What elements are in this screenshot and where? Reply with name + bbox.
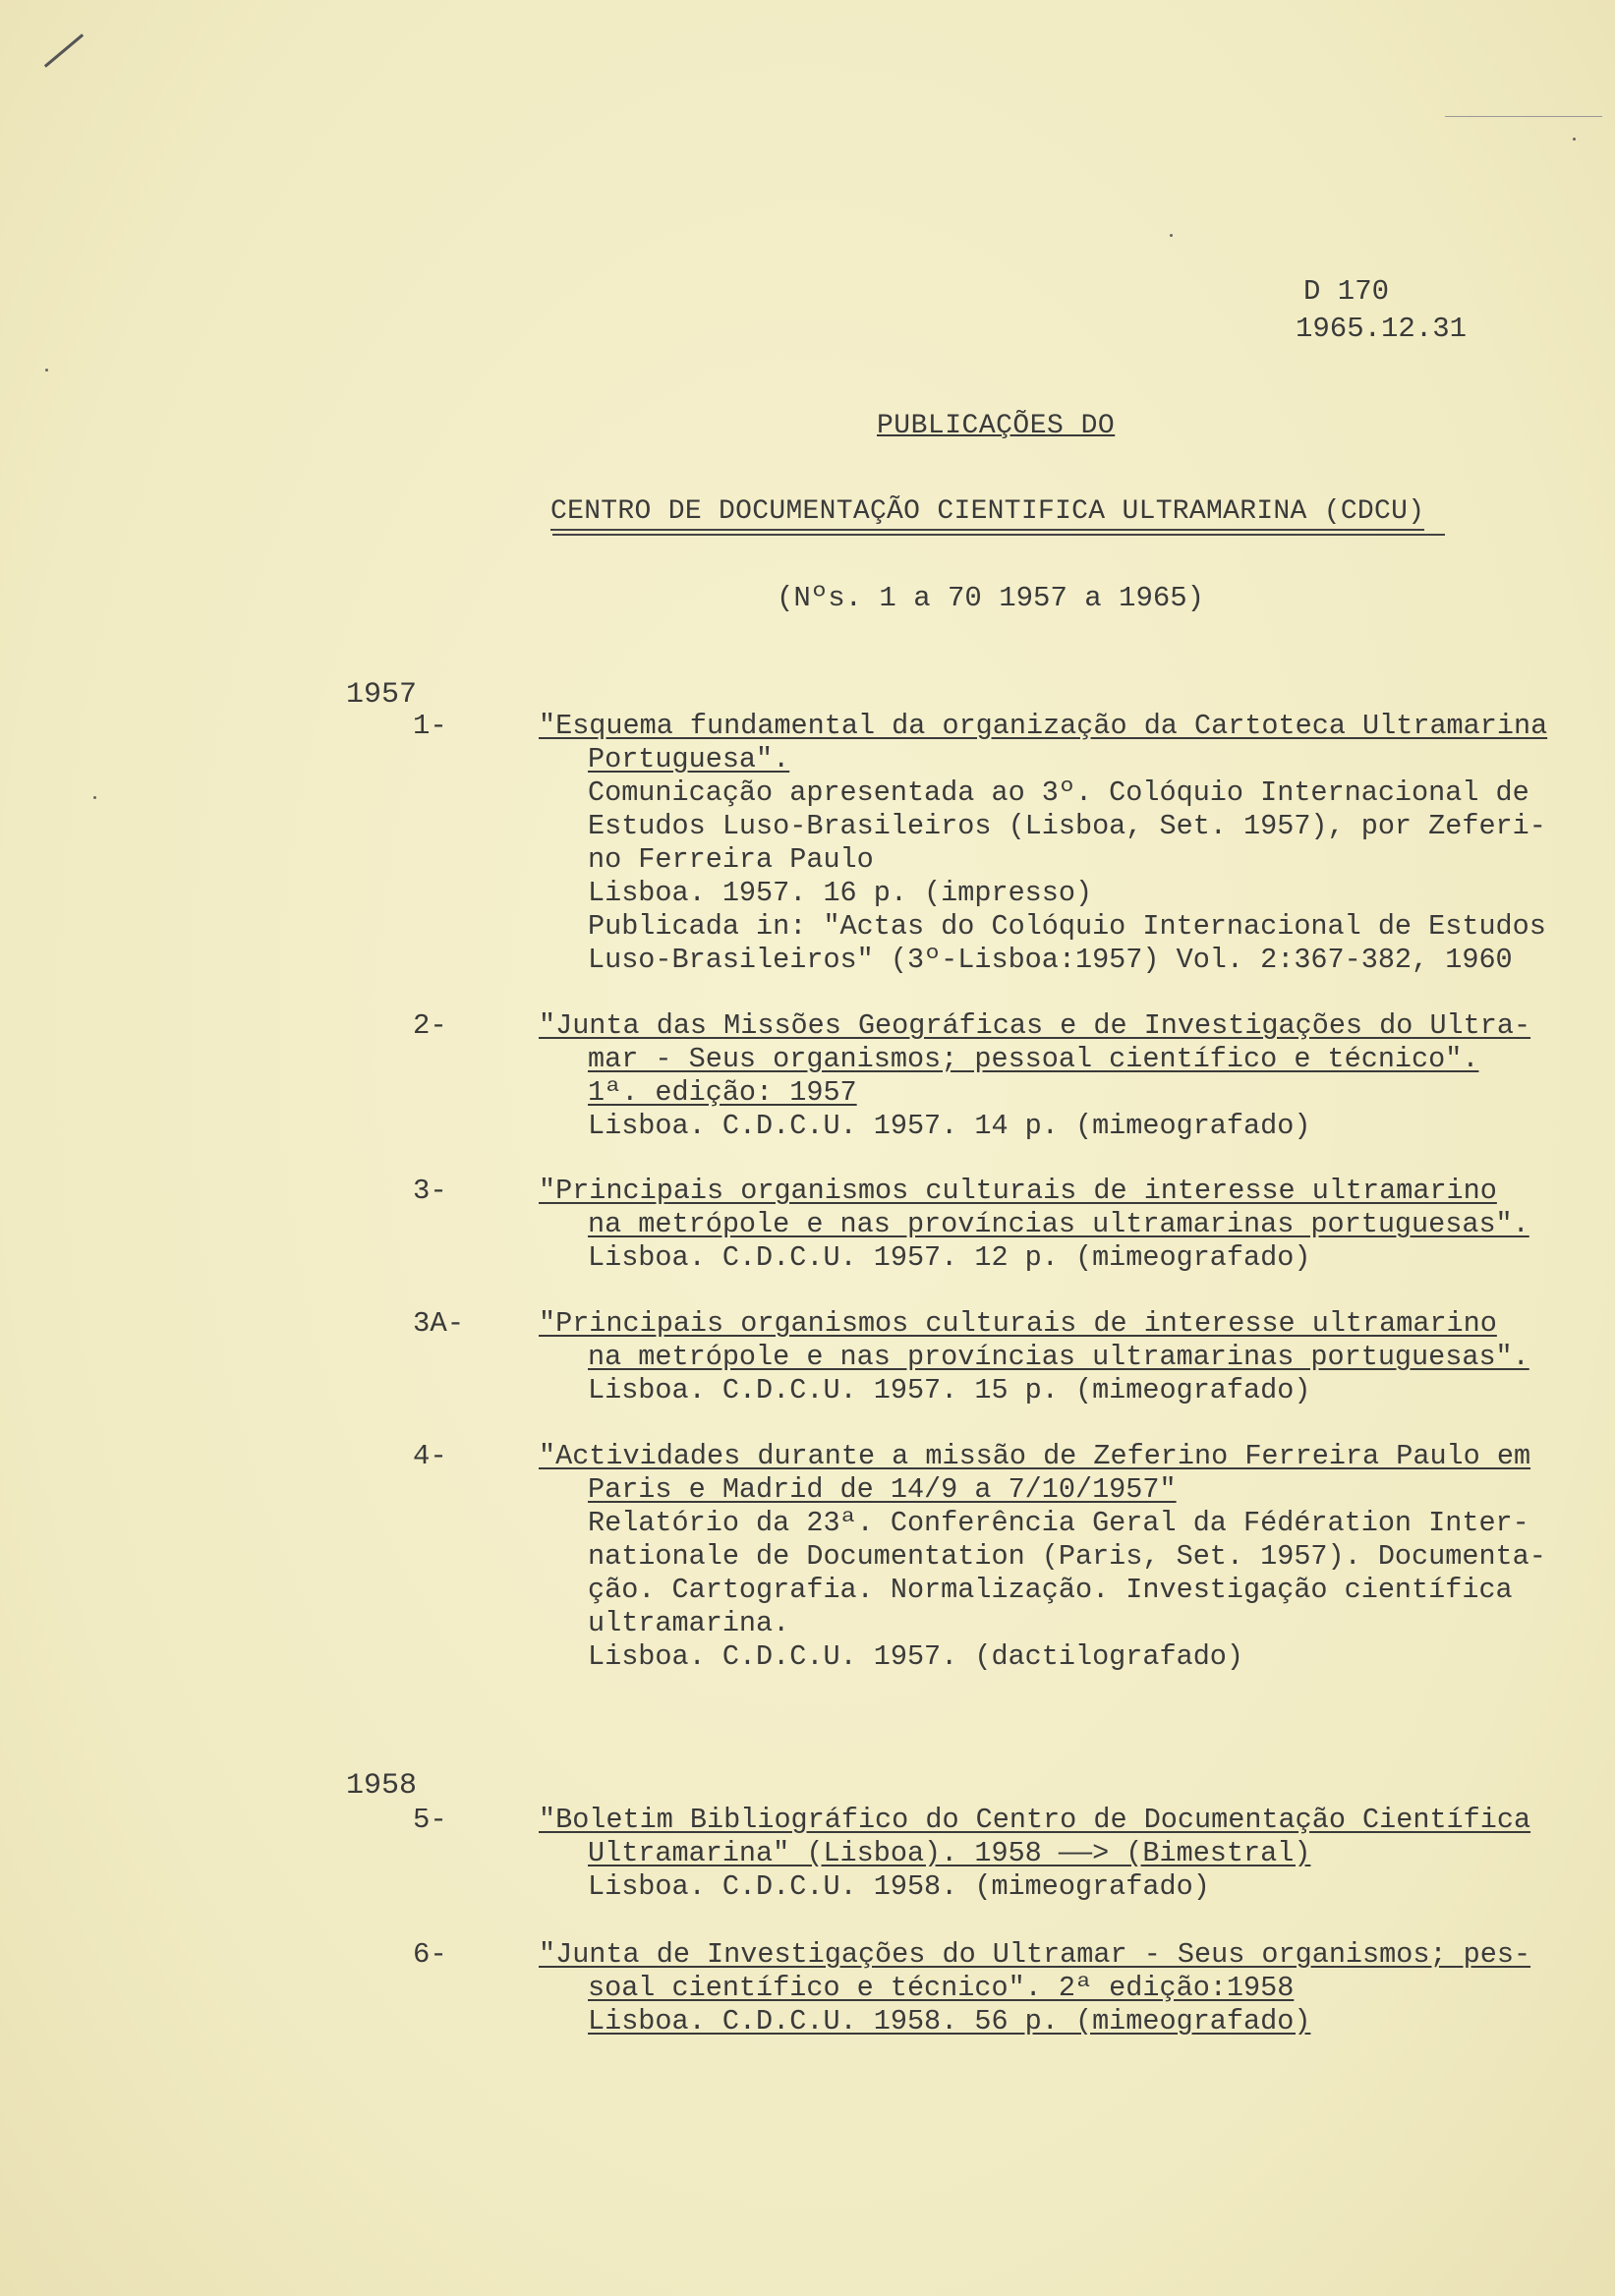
entry-line: soal científico e técnico". 2ª edição:1958 xyxy=(588,1972,1295,2004)
entry-line: "Principais organismos culturais de interesse ultramarino xyxy=(539,1307,1497,1340)
title-line-2 xyxy=(550,496,1424,531)
entry-line: Lisboa. 1957. 16 p. (impresso) xyxy=(588,877,1093,909)
entry-number: 5- xyxy=(413,1804,447,1836)
entry-2 xyxy=(539,1009,1581,1143)
entry-line: 1ª. edição: 1957 xyxy=(588,1076,857,1109)
entry-line: Lisboa. C.D.C.U. 1958. 56 p. (mimeografado) xyxy=(588,2005,1311,2038)
entry-line: nationale de Documentation (Paris, Set. 1957). Documenta- xyxy=(588,1540,1546,1573)
entry-1 xyxy=(539,710,1581,977)
entry-line: "Principais organismos culturais de interesse ultramarino xyxy=(539,1175,1497,1207)
entry-line: "Actividades durante a missão de Zeferino Ferreira Paulo em xyxy=(539,1440,1531,1472)
title-line-2-text: CENTRO DE DOCUMENTAÇÃO CIENTIFICA ULTRAMARINA (CDCU) xyxy=(550,496,1424,531)
entry-number: 4- xyxy=(413,1440,447,1472)
entry-line: ultramarina. xyxy=(588,1607,790,1639)
entry-6 xyxy=(539,1938,1581,2038)
doc-number: D 170 xyxy=(1303,275,1390,308)
entry-line: Comunicação apresentada ao 3º. Colóquio Internacional de xyxy=(588,776,1529,809)
title-line-1: PUBLICAÇÕES DO xyxy=(877,411,1116,441)
entry-number: 1- xyxy=(413,710,447,742)
entry-number: 3A- xyxy=(413,1307,465,1340)
year-heading-1957: 1957 xyxy=(346,678,418,712)
paper-speck xyxy=(45,369,48,372)
entry-number: 6- xyxy=(413,1938,447,1971)
entry-4 xyxy=(539,1440,1581,1674)
paper-mark xyxy=(44,33,84,67)
title-double-rule xyxy=(552,534,1445,536)
entry-number: 2- xyxy=(413,1009,447,1042)
entry-line: Paris e Madrid de 14/9 a 7/10/1957" xyxy=(588,1473,1177,1506)
entry-3a xyxy=(539,1307,1581,1407)
entry-line: "Boletim Bibliográfico do Centro de Documentação Científica xyxy=(539,1804,1531,1836)
entry-line: Portuguesa". xyxy=(588,743,790,775)
subtitle: (Nºs. 1 a 70 1957 a 1965) xyxy=(777,582,1205,614)
entry-line: ção. Cartografia. Normalização. Investigação científica xyxy=(588,1574,1513,1606)
document-reference xyxy=(1296,273,1467,348)
entry-line: "Junta de Investigações do Ultramar - Seus organismos; pes- xyxy=(539,1938,1531,1971)
entry-line: na metrópole e nas províncias ultramarinas portuguesas". xyxy=(588,1208,1529,1240)
paper-mark xyxy=(1445,116,1602,117)
doc-date: 1965.12.31 xyxy=(1296,313,1468,345)
paper-speck xyxy=(1170,234,1173,237)
entry-line: no Ferreira Paulo xyxy=(588,843,874,876)
entry-line: "Esquema fundamental da organização da Cartoteca Ultramarina xyxy=(539,710,1548,742)
entry-line: Lisboa. C.D.C.U. 1958. (mimeografado) xyxy=(588,1870,1210,1903)
entry-line: Lisboa. C.D.C.U. 1957. 15 p. (mimeografado) xyxy=(588,1374,1311,1406)
paper-speck xyxy=(93,796,96,799)
paper-speck xyxy=(1573,138,1576,141)
entry-5 xyxy=(539,1804,1581,1904)
entry-line: Lisboa. C.D.C.U. 1957. 14 p. (mimeografado) xyxy=(588,1110,1311,1142)
entry-line: Lisboa. C.D.C.U. 1957. 12 p. (mimeografado) xyxy=(588,1241,1311,1274)
entry-line: mar - Seus organismos; pessoal científico e técnico". xyxy=(588,1043,1479,1075)
entry-line: na metrópole e nas províncias ultramarinas portuguesas". xyxy=(588,1341,1529,1373)
entry-line: Ultramarina" (Lisboa). 1958 ——> (Bimestral) xyxy=(588,1837,1311,1869)
entry-line: "Junta das Missões Geográficas e de Investigações do Ultra- xyxy=(539,1009,1531,1042)
entry-line: Lisboa. C.D.C.U. 1957. (dactilografado) xyxy=(588,1640,1244,1673)
entry-line: Relatório da 23ª. Conferência Geral da Fédération Inter- xyxy=(588,1507,1529,1539)
entry-number: 3- xyxy=(413,1175,447,1207)
year-heading-1958: 1958 xyxy=(346,1769,418,1803)
entry-3 xyxy=(539,1175,1581,1275)
entry-line: Luso-Brasileiros" (3º-Lisboa:1957) Vol. 2:367-382, 1960 xyxy=(588,944,1513,976)
entry-line: Publicada in: "Actas do Colóquio Internacional de Estudos xyxy=(588,910,1546,943)
entry-line: Estudos Luso-Brasileiros (Lisboa, Set. 1957), por Zeferi- xyxy=(588,810,1546,842)
